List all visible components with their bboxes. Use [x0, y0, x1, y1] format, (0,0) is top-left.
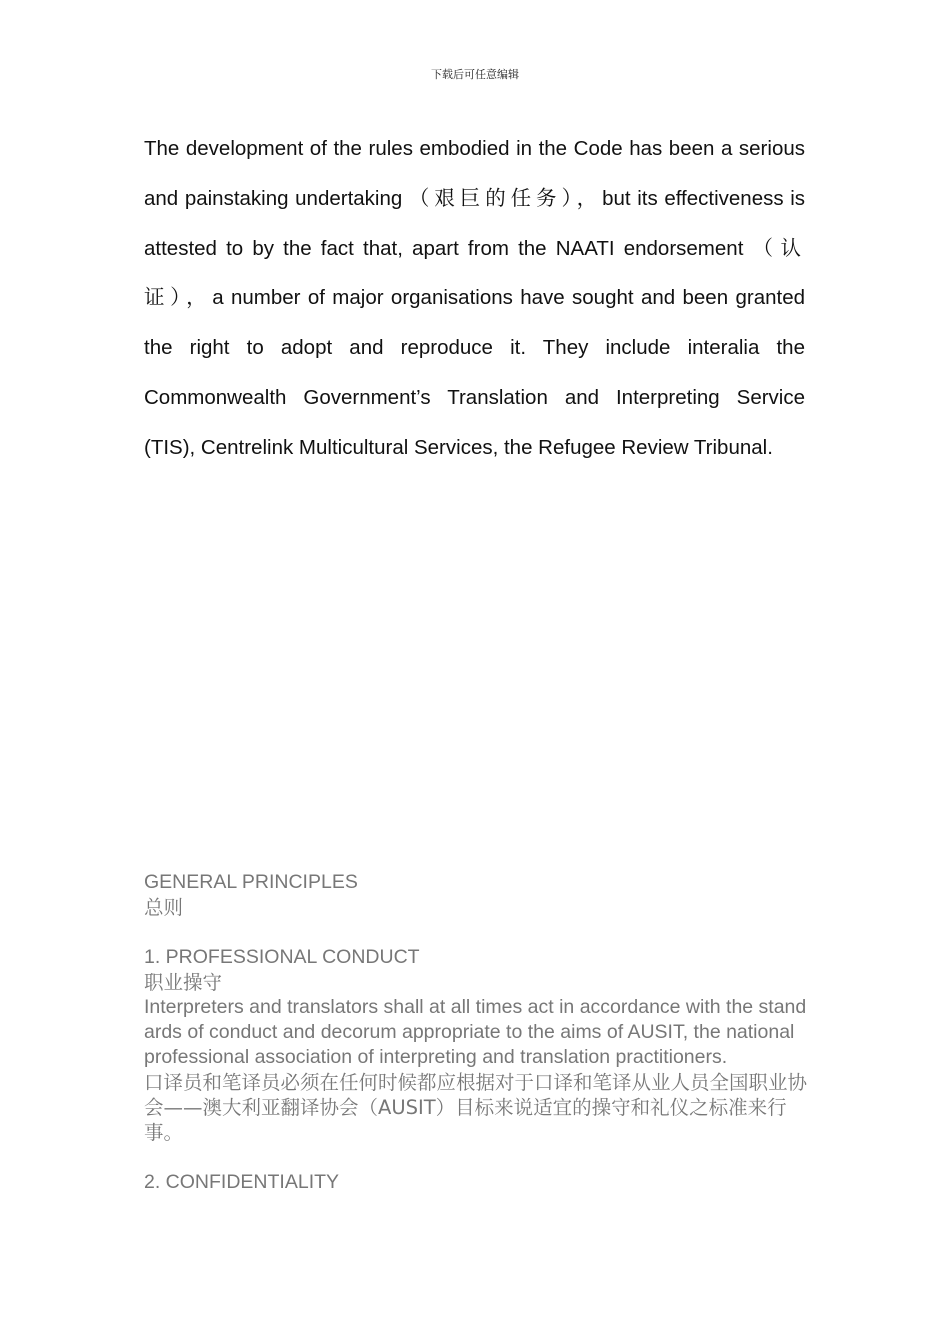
professional-conduct-body: Interpreters and translators shall at all times act in accordance with the standards of conduct and decorum appropriate to the aims of AUSIT, the national professional association of interpreting and translation practitioners. — [144, 996, 807, 1068]
intro-gloss-arduous-task: （艰巨的任务）， — [408, 186, 603, 210]
general-principles-title-cn: 总则 — [144, 896, 184, 919]
intro-text-part3: a number of major organisations have sought and been granted the right to adopt and reproduce it. They include interalia the Commonwealth Government’s Translation and Interpreting Service (TIS), Centrelink Multicultural Services, the Refugee Review Tribunal. — [144, 286, 805, 459]
general-principles-title: GENERAL PRINCIPLES — [144, 871, 358, 893]
general-principles-section — [144, 870, 809, 1195]
professional-conduct-body-cn: 口译员和笔译员必须在任何时候都应根据对于口译和笔译从业人员全国职业协会——澳大利亚翻译协会（AUSIT）目标来说适宜的操守和礼仪之标准来行事。 — [144, 1071, 808, 1144]
professional-conduct-heading: 1. PROFESSIONAL CONDUCT — [144, 946, 420, 968]
intro-paragraph — [144, 124, 805, 473]
professional-conduct-heading-cn: 职业操守 — [144, 971, 223, 994]
page-header: 下载后可任意编辑 — [431, 68, 519, 81]
confidentiality-heading: 2. CONFIDENTIALITY — [144, 1171, 340, 1193]
spacer — [144, 920, 809, 945]
intro-text-part2: but its effectiveness is attested to by the fact that, apart from the NAATI endorsement — [144, 186, 806, 260]
spacer — [144, 1145, 809, 1170]
intro-text-part1: The development of the rules embodied in the Code has been a serious and painstaking undertaking — [144, 137, 805, 210]
intro-gloss-endorsement: （认证）， — [144, 236, 806, 310]
